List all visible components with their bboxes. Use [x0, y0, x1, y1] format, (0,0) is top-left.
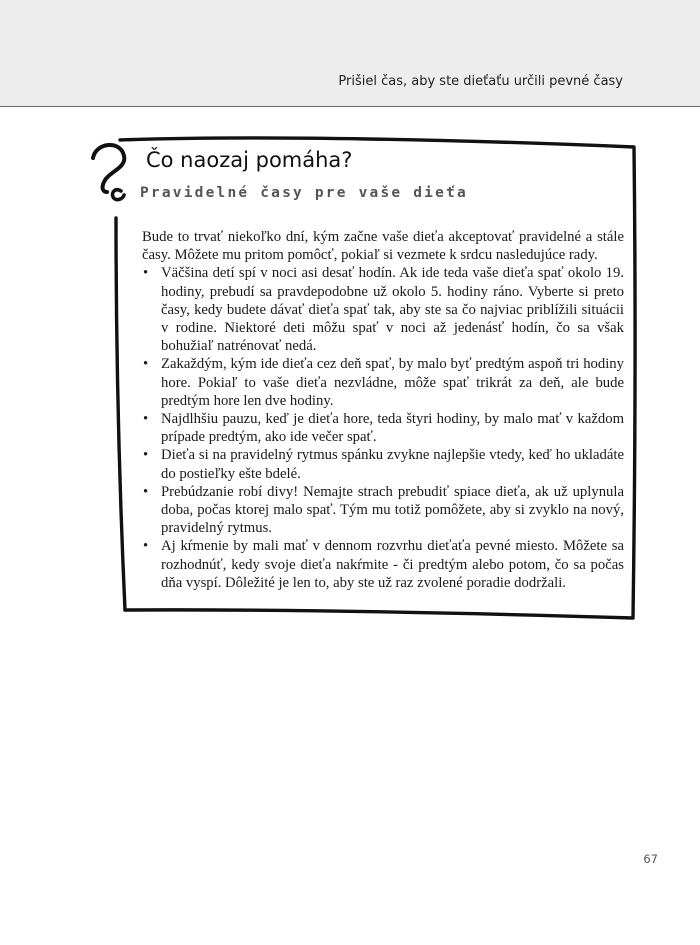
- tips-list: [142, 264, 624, 592]
- box-subtitle: Pravidelné časy pre vaše dieťa: [140, 185, 468, 201]
- bullet-icon: •: [143, 265, 149, 282]
- list-item: [142, 483, 624, 538]
- bullet-icon: •: [143, 483, 149, 500]
- bullet-icon: •: [143, 447, 149, 464]
- list-item-text: Najdlhšiu pauzu, keď je dieťa hore, teda štyri hodiny, by malo mať v každom prípade predtým, ako ide večer spať.: [161, 411, 624, 446]
- intro-paragraph: Bude to trvať niekoľko dní, kým začne vaše dieťa akceptovať pravidelné a stále časy. Môžete mu pritom pomôcť, pokiaľ si vezmete k srdcu nasledujúce rady.: [142, 229, 624, 264]
- list-item-text: Dieťa si na pravidelný rytmus spánku zvykne najlepšie vtedy, keď ho ukladáte do postieľky ešte bdelé.: [161, 447, 624, 482]
- running-head: Prišiel čas, aby ste dieťaťu určili pevné časy: [338, 74, 623, 89]
- bullet-icon: •: [143, 411, 149, 428]
- list-item-text: Väčšina detí spí v noci asi desať hodín. Ak ide teda vaše dieťa spať okolo 19. hodiny, prebudí sa pravdepodobne už okolo 5. hodiny ráno. Vyberte si preto časy, kedy budete dávať dieťa spať tak, aby ste sa čo najviac priblížili situácii v rodine. Niektoré deti môžu spať v noci až jedenásť hodín, čo sa však bohužiaľ natrénovať nedá.: [161, 265, 624, 355]
- box-title: Čo naozaj pomáha?: [146, 148, 353, 172]
- page-number: 67: [643, 852, 658, 866]
- list-item-text: Zakaždým, kým ide dieťa cez deň spať, by malo byť predtým aspoň tri hodiny hore. Pokiaľ to vaše dieťa nezvládne, môže spať trikrát za deň, ale bude predtým hore len dve hodiny.: [161, 356, 624, 409]
- box-body: [142, 228, 624, 592]
- list-item: [142, 264, 624, 355]
- list-item: [142, 410, 624, 446]
- list-item: [142, 446, 624, 482]
- list-item-text: Aj kŕmenie by mali mať v dennom rozvrhu dieťaťa pevné miesto. Môžete sa rozhodnúť, kedy svoje dieťa nakŕmite - či predtým alebo potom, čo sa počas dňa vyspí. Dôležité je len to, aby ste už raz zvolené poradie dodržali.: [161, 538, 624, 591]
- bullet-icon: •: [143, 356, 149, 373]
- list-item: [142, 537, 624, 592]
- bullet-icon: •: [143, 538, 149, 555]
- list-item: [142, 355, 624, 410]
- list-item-text: Prebúdzanie robí divy! Nemajte strach prebudiť spiace dieťa, ak už uplynula doba, počas ktorej malo spať. Tým mu totiž pomôžete, aby si zvyklo na nový, pravidelný rytmus.: [161, 483, 624, 537]
- header-band: [0, 0, 700, 107]
